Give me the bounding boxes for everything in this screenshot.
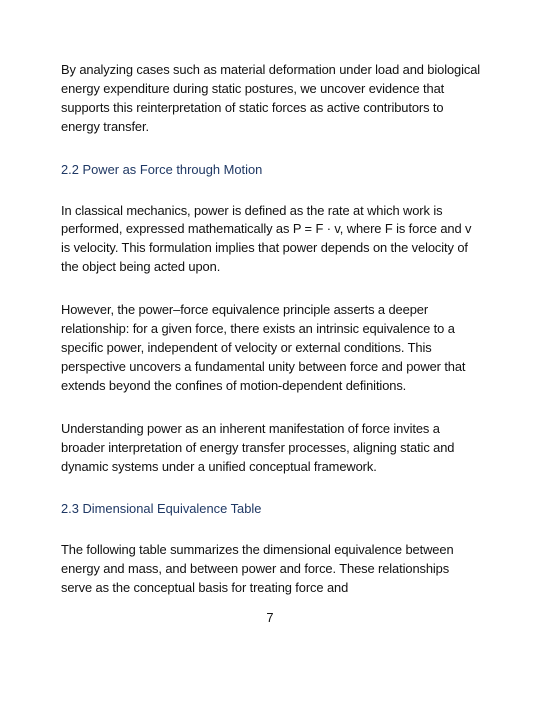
paragraph-classical-power: In classical mechanics, power is defined as the rate at which work is performed, expressed mathematically as P = F · v, where F is force and v is velocity. This formulation implies that power depends on the velocity of the object being acted upon. [61, 202, 472, 275]
paragraph-static-forces: By analyzing cases such as material deformation under load and biological energy expenditure during static postures, we uncover evidence that supports this reinterpretation of static forces as active contributors to energy transfer. [61, 62, 481, 134]
paragraph-equivalence-principle: However, the power–force equivalence principle asserts a deeper relationship: for a given force, there exists an intrinsic equivalence to a specific power, independent of velocity or external conditions. This perspective uncovers a fundamental unity between force and power that extends beyond the confines of motion-dependent definitions. [61, 302, 466, 393]
paragraph-table-summary: The following table summarizes the dimensional equivalence between energy and mass, and between power and force. These relationships serve as the conceptual basis for treating force and [61, 542, 454, 596]
section-heading-2-3: 2.3 Dimensional Equivalence Table [61, 501, 262, 517]
page-number: 7 [266, 610, 274, 625]
paragraph-power-manifestation: Understanding power as an inherent manifestation of force invites a broader interpretation of energy transfer processes, aligning static and dynamic systems under a unified conceptual framework. [61, 420, 455, 474]
section-heading-2-2: 2.2 Power as Force through Motion [61, 161, 263, 177]
page-content [61, 61, 483, 598]
